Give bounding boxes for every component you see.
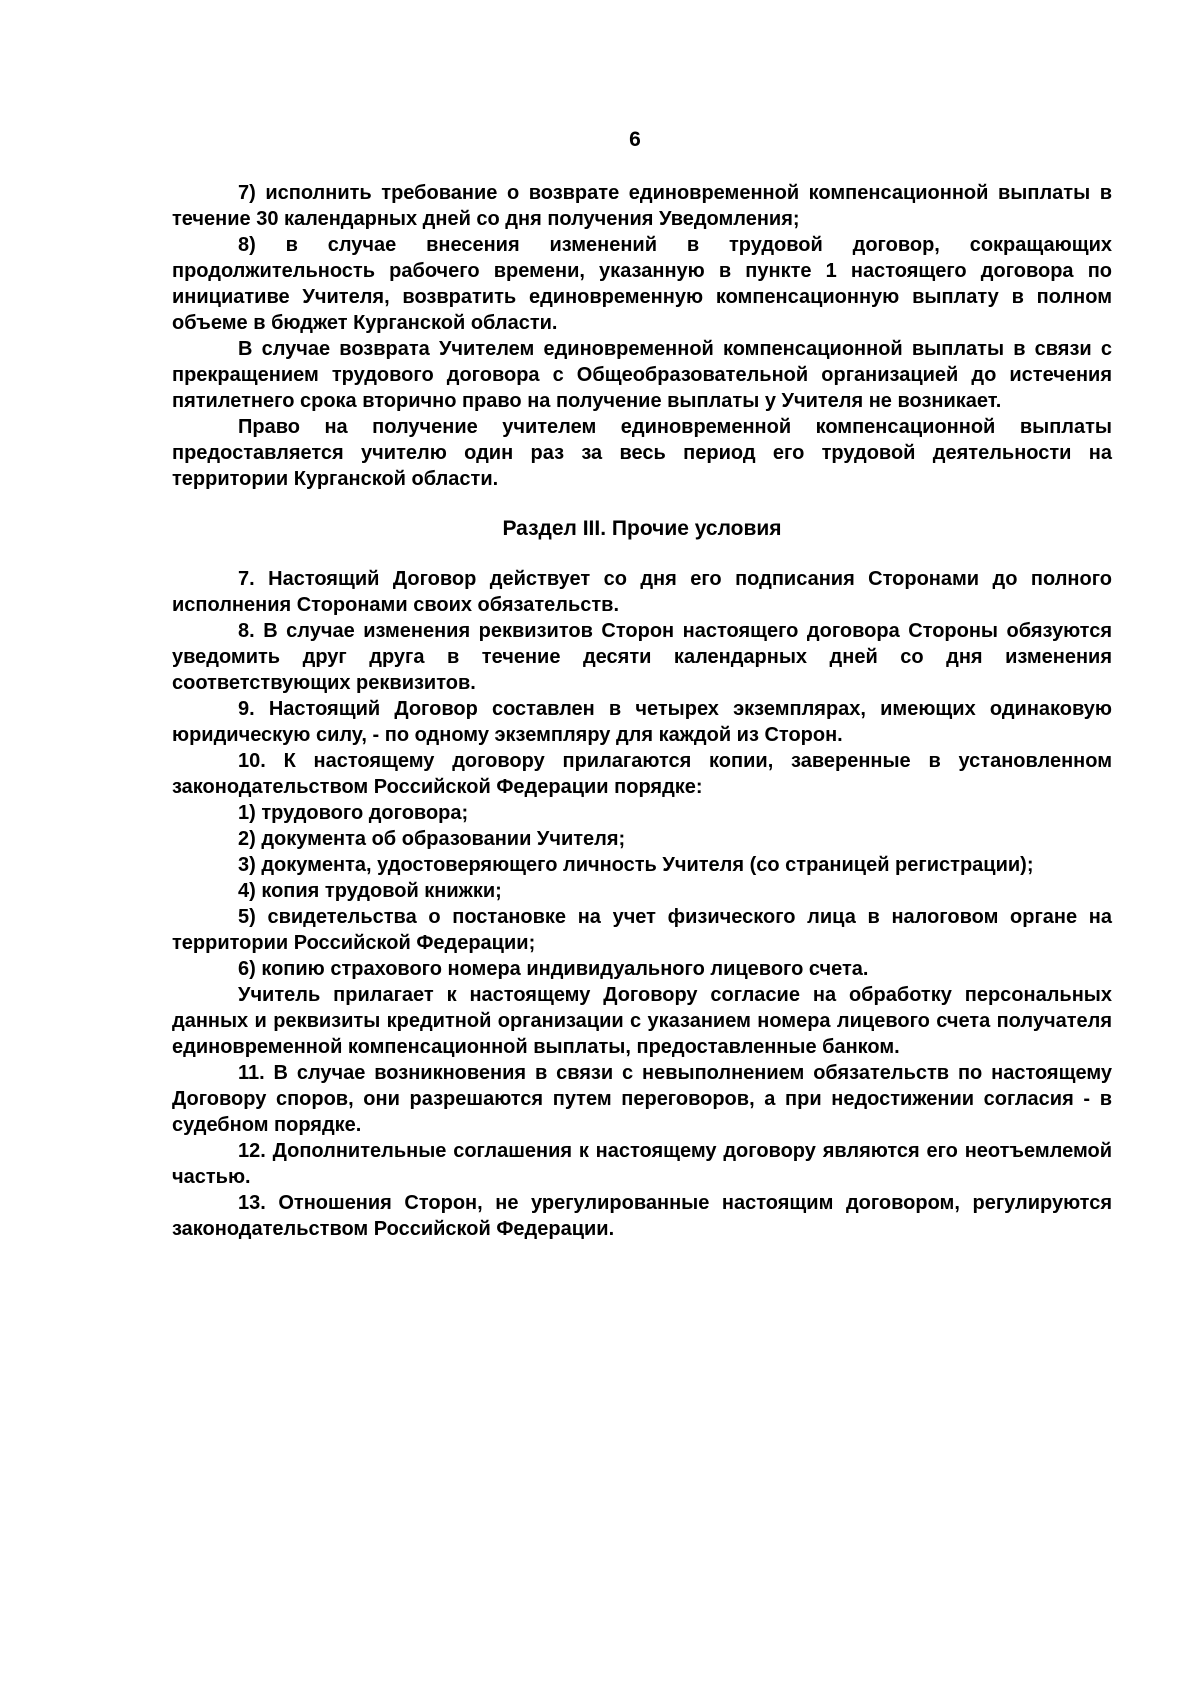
paragraph-item-7-refund: 7) исполнить требование о возврате единовременной компенсационной выплаты в течение 30 календарных дней со дня получения Уведомления; xyxy=(172,182,1112,230)
attachment-item-6: 6) копию страхового номера индивидуального лицевого счета. xyxy=(238,958,869,980)
section-title: Раздел III. Прочие условия xyxy=(502,517,782,540)
page-number: 6 xyxy=(629,128,641,151)
clause-8-requisites: 8. В случае изменения реквизитов Сторон настоящего договора Стороны обязуются уведомить друг друга в течение десяти календарных дней со дня изменения соответствующих реквизитов. xyxy=(172,620,1112,694)
clause-7-validity: 7. Настоящий Договор действует со дня его подписания Сторонами до полного исполнения Сторонами своих обязательств. xyxy=(172,568,1112,616)
paragraph-consent: Учитель прилагает к настоящему Договору согласие на обработку персональных данных и реквизиты кредитной организации с указанием номера лицевого счета получателя единовременной компенсационной выплаты, предоставленные банком. xyxy=(172,984,1112,1058)
clause-9-copies: 9. Настоящий Договор составлен в четырех экземплярах, имеющих одинаковую юридическую силу, - по одному экземпляру для каждой из Сторон. xyxy=(172,698,1112,746)
document-body xyxy=(172,180,1112,1242)
clause-11-disputes: 11. В случае возникновения в связи с невыполнением обязательств по настоящему Договору споров, они разрешаются путем переговоров, а при недостижении согласия - в судебном порядке. xyxy=(172,1062,1112,1136)
attachment-item-1: 1) трудового договора; xyxy=(238,802,469,824)
attachment-item-5: 5) свидетельства о постановке на учет физического лица в налоговом органе на территории Российской Федерации; xyxy=(172,906,1112,954)
clause-12-agreements: 12. Дополнительные соглашения к настоящему договору являются его неотъемлемой частью. xyxy=(172,1140,1112,1188)
attachment-item-3: 3) документа, удостоверяющего личность Учителя (со страницей регистрации); xyxy=(238,854,1034,876)
attachment-item-4: 4) копия трудовой книжки; xyxy=(238,880,502,902)
attachment-item-2: 2) документа об образовании Учителя; xyxy=(238,828,626,850)
paragraph-no-repeat-right: В случае возврата Учителем единовременной компенсационной выплаты в связи с прекращением трудового договора с Общеобразовательной организацией до истечения пятилетнего срока вторично право на получение выплаты у Учителя не возникает. xyxy=(172,338,1112,412)
paragraph-item-8-hours-change: 8) в случае внесения изменений в трудовой договор, сокращающих продолжительность рабочего времени, указанную в пункте 1 настоящего договора по инициативе Учителя, возвратить единовременную компенсационную выплату в полном объеме в бюджет Курганской области. xyxy=(172,234,1112,334)
clause-13-relations: 13. Отношения Сторон, не урегулированные настоящим договором, регулируются законодательством Российской Федерации. xyxy=(172,1192,1112,1240)
paragraph-one-time-right: Право на получение учителем единовременной компенсационной выплаты предоставляется учителю один раз за весь период его трудовой деятельности на территории Курганской области. xyxy=(172,416,1112,490)
clause-10-attachments: 10. К настоящему договору прилагаются копии, заверенные в установленном законодательством Российской Федерации порядке: xyxy=(172,750,1112,798)
